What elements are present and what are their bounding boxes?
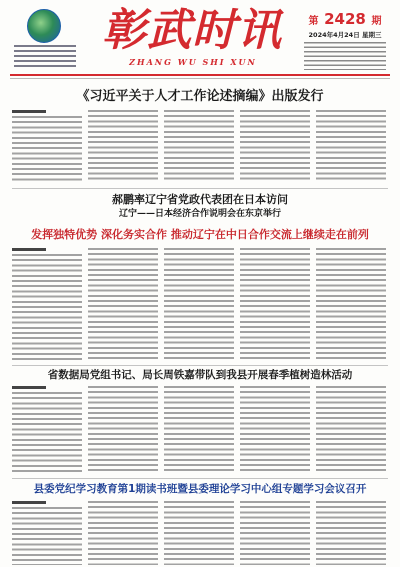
masthead-rule [10, 74, 390, 76]
article-main-title: 发挥独特优势 深化务实合作 推动辽宁在中日合作交流上继续走在前列 [31, 228, 369, 241]
issue-value: 2428 [324, 10, 366, 28]
text-column [316, 110, 386, 182]
issue-suffix: 期 [371, 16, 382, 27]
issue-date: 2024年4月24日 星期三 [308, 31, 382, 39]
newspaper-logo [27, 9, 61, 43]
article-headline: 郝鹏率辽宁省党政代表团在日本访问 [112, 193, 288, 206]
text-column [240, 386, 310, 472]
text-column [240, 248, 310, 360]
text-column [240, 501, 310, 565]
section-divider [12, 365, 388, 366]
text-column [316, 386, 386, 472]
text-column [88, 110, 158, 182]
masthead-pinyin: ZHANG WU SHI XUN [129, 57, 257, 67]
article-headline: 《习近平关于人才工作论述摘编》出版发行 [76, 89, 324, 104]
text-column [88, 386, 158, 472]
article-headline: 县委党纪学习教育第1期读书班暨县委理论学习中心组专题学习会议召开 [33, 483, 367, 495]
masthead-title: 彰武时讯 [102, 5, 282, 56]
article-byline [12, 110, 46, 113]
text-column [12, 392, 82, 472]
text-column [164, 386, 234, 472]
text-column [88, 248, 158, 360]
article-byline [12, 501, 46, 504]
article-byline [12, 386, 46, 389]
text-column [240, 110, 310, 182]
article-headline: 省数据局党组书记、局长周铁嘉带队到我县开展春季植树造林活动 [47, 369, 353, 381]
masthead-info-lines [304, 42, 386, 70]
text-column [164, 248, 234, 360]
article-subheadline: 辽宁——日本经济合作说明会在东京举行 [118, 209, 281, 219]
section-divider [12, 478, 388, 479]
article-byline [12, 248, 46, 251]
section-divider [12, 188, 388, 189]
text-column [164, 501, 234, 565]
text-column [316, 501, 386, 565]
text-column [316, 248, 386, 360]
text-column [12, 254, 82, 360]
publisher-info [14, 45, 76, 67]
text-column [164, 110, 234, 182]
issue-prefix: 第 [308, 16, 319, 27]
text-column [12, 116, 82, 182]
issue-number [306, 9, 384, 28]
masthead-rule-thin [10, 78, 390, 79]
text-column [12, 507, 82, 565]
text-column [88, 501, 158, 565]
